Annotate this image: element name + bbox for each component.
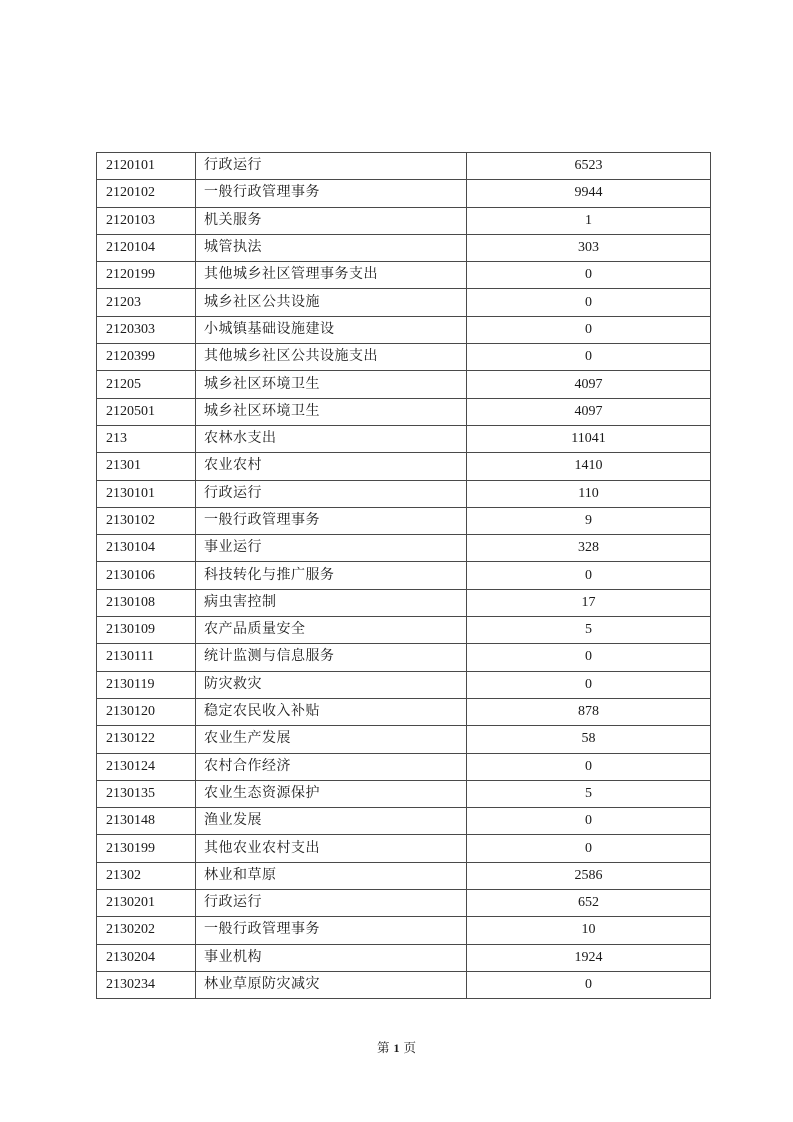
value-cell: 11041 xyxy=(467,425,711,452)
code-cell: 21203 xyxy=(97,289,196,316)
value-cell: 0 xyxy=(467,262,711,289)
code-cell: 21302 xyxy=(97,862,196,889)
code-cell: 2130204 xyxy=(97,944,196,971)
value-cell: 0 xyxy=(467,289,711,316)
name-cell: 农村合作经济 xyxy=(196,753,467,780)
name-cell: 其他城乡社区管理事务支出 xyxy=(196,262,467,289)
footer-prefix: 第 xyxy=(376,1041,390,1055)
code-cell: 2120303 xyxy=(97,316,196,343)
name-cell: 城管执法 xyxy=(196,234,467,261)
code-cell: 2120102 xyxy=(97,180,196,207)
code-cell: 2130111 xyxy=(97,644,196,671)
value-cell: 652 xyxy=(467,890,711,917)
code-cell: 2130202 xyxy=(97,917,196,944)
code-cell: 2130102 xyxy=(97,507,196,534)
table-row xyxy=(97,808,711,835)
name-cell: 其他城乡社区公共设施支出 xyxy=(196,344,467,371)
name-cell: 其他农业农村支出 xyxy=(196,835,467,862)
name-cell: 林业和草原 xyxy=(196,862,467,889)
value-cell: 0 xyxy=(467,316,711,343)
code-cell: 2130120 xyxy=(97,698,196,725)
value-cell: 4097 xyxy=(467,398,711,425)
table-row xyxy=(97,971,711,998)
table-row xyxy=(97,644,711,671)
name-cell: 事业运行 xyxy=(196,535,467,562)
name-cell: 稳定农民收入补贴 xyxy=(196,698,467,725)
name-cell: 城乡社区环境卫生 xyxy=(196,371,467,398)
table-row xyxy=(97,398,711,425)
budget-table xyxy=(96,152,711,999)
table-row xyxy=(97,780,711,807)
name-cell: 防灾救灾 xyxy=(196,671,467,698)
code-cell: 2130104 xyxy=(97,535,196,562)
code-cell: 2120199 xyxy=(97,262,196,289)
table-row xyxy=(97,589,711,616)
value-cell: 0 xyxy=(467,971,711,998)
code-cell: 2130124 xyxy=(97,753,196,780)
table-row xyxy=(97,726,711,753)
value-cell: 303 xyxy=(467,234,711,261)
table-row xyxy=(97,917,711,944)
value-cell: 9 xyxy=(467,507,711,534)
table-row xyxy=(97,425,711,452)
name-cell: 农产品质量安全 xyxy=(196,617,467,644)
name-cell: 事业机构 xyxy=(196,944,467,971)
name-cell: 林业草原防灾减灾 xyxy=(196,971,467,998)
table-row xyxy=(97,507,711,534)
value-cell: 0 xyxy=(467,562,711,589)
name-cell: 病虫害控制 xyxy=(196,589,467,616)
name-cell: 农林水支出 xyxy=(196,425,467,452)
name-cell: 城乡社区环境卫生 xyxy=(196,398,467,425)
value-cell: 878 xyxy=(467,698,711,725)
value-cell: 5 xyxy=(467,780,711,807)
table-row xyxy=(97,234,711,261)
table-row xyxy=(97,617,711,644)
code-cell: 213 xyxy=(97,425,196,452)
code-cell: 21205 xyxy=(97,371,196,398)
name-cell: 农业生态资源保护 xyxy=(196,780,467,807)
value-cell: 0 xyxy=(467,344,711,371)
value-cell: 110 xyxy=(467,480,711,507)
name-cell: 一般行政管理事务 xyxy=(196,507,467,534)
code-cell: 2130122 xyxy=(97,726,196,753)
table-row xyxy=(97,344,711,371)
value-cell: 1 xyxy=(467,207,711,234)
table-row xyxy=(97,453,711,480)
code-cell: 2130135 xyxy=(97,780,196,807)
code-cell: 2120103 xyxy=(97,207,196,234)
name-cell: 科技转化与推广服务 xyxy=(196,562,467,589)
table-row xyxy=(97,671,711,698)
code-cell: 2130234 xyxy=(97,971,196,998)
table-row xyxy=(97,835,711,862)
table-row xyxy=(97,862,711,889)
table-row xyxy=(97,153,711,180)
value-cell: 1410 xyxy=(467,453,711,480)
table-row xyxy=(97,289,711,316)
value-cell: 2586 xyxy=(467,862,711,889)
code-cell: 2130201 xyxy=(97,890,196,917)
table-row xyxy=(97,207,711,234)
name-cell: 农业生产发展 xyxy=(196,726,467,753)
name-cell: 一般行政管理事务 xyxy=(196,180,467,207)
name-cell: 行政运行 xyxy=(196,890,467,917)
value-cell: 58 xyxy=(467,726,711,753)
table-row xyxy=(97,562,711,589)
table-row xyxy=(97,371,711,398)
code-cell: 2130108 xyxy=(97,589,196,616)
table-row xyxy=(97,753,711,780)
footer-suffix: 页 xyxy=(403,1041,417,1055)
code-cell: 2130101 xyxy=(97,480,196,507)
name-cell: 城乡社区公共设施 xyxy=(196,289,467,316)
value-cell: 0 xyxy=(467,808,711,835)
name-cell: 行政运行 xyxy=(196,153,467,180)
table-row xyxy=(97,944,711,971)
value-cell: 4097 xyxy=(467,371,711,398)
value-cell: 5 xyxy=(467,617,711,644)
table-row xyxy=(97,316,711,343)
table-row xyxy=(97,180,711,207)
name-cell: 一般行政管理事务 xyxy=(196,917,467,944)
name-cell: 机关服务 xyxy=(196,207,467,234)
name-cell: 渔业发展 xyxy=(196,808,467,835)
budget-table-body xyxy=(97,153,711,999)
name-cell: 统计监测与信息服务 xyxy=(196,644,467,671)
value-cell: 17 xyxy=(467,589,711,616)
code-cell: 2130109 xyxy=(97,617,196,644)
name-cell: 农业农村 xyxy=(196,453,467,480)
value-cell: 1924 xyxy=(467,944,711,971)
code-cell: 2120104 xyxy=(97,234,196,261)
page-footer xyxy=(0,1038,793,1058)
table-row xyxy=(97,535,711,562)
code-cell: 2130106 xyxy=(97,562,196,589)
value-cell: 328 xyxy=(467,535,711,562)
value-cell: 6523 xyxy=(467,153,711,180)
table-row xyxy=(97,262,711,289)
name-cell: 行政运行 xyxy=(196,480,467,507)
value-cell: 0 xyxy=(467,753,711,780)
table-row xyxy=(97,698,711,725)
code-cell: 21301 xyxy=(97,453,196,480)
code-cell: 2120501 xyxy=(97,398,196,425)
code-cell: 2130119 xyxy=(97,671,196,698)
value-cell: 0 xyxy=(467,644,711,671)
table-row xyxy=(97,890,711,917)
value-cell: 9944 xyxy=(467,180,711,207)
value-cell: 10 xyxy=(467,917,711,944)
code-cell: 2120399 xyxy=(97,344,196,371)
code-cell: 2120101 xyxy=(97,153,196,180)
value-cell: 0 xyxy=(467,671,711,698)
code-cell: 2130199 xyxy=(97,835,196,862)
code-cell: 2130148 xyxy=(97,808,196,835)
name-cell: 小城镇基础设施建设 xyxy=(196,316,467,343)
value-cell: 0 xyxy=(467,835,711,862)
table-row xyxy=(97,480,711,507)
page-number: 1 xyxy=(393,1041,400,1055)
